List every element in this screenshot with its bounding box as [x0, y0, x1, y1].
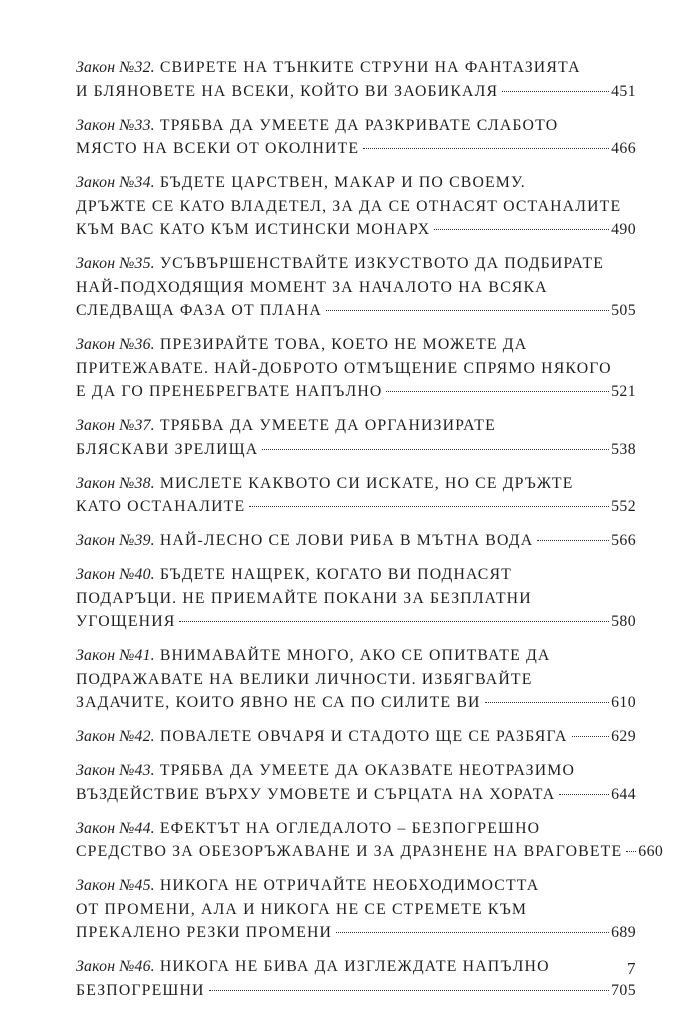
entry-title-line: [76, 414, 636, 438]
entry-title-text: УСЪВЪРШЕНСТВАЙТЕ ИЗКУСТВОТО ДА ПОДБИРАТЕ: [159, 255, 605, 272]
entry-last-line: [76, 438, 636, 462]
entry-title-text: ПРИТЕЖАВАТЕ. НАЙ-ДОБРОТО ОТМЪЩЕНИЕ СПРЯМО НЯКОГО: [76, 359, 612, 377]
entry-page-number: 705: [611, 981, 636, 999]
entry-title-line: [76, 171, 636, 195]
toc-entry[interactable]: [76, 644, 636, 715]
toc-entry[interactable]: [76, 529, 636, 553]
entry-page-number: 466: [611, 140, 636, 157]
entry-last-line: [76, 218, 636, 242]
law-number: Закон №38.: [76, 474, 155, 492]
entry-title-line: [76, 874, 636, 898]
entry-title-text: ПРЕКАЛЕНО РЕЗКИ ПРОМЕНИ: [76, 924, 333, 941]
entry-page-number: 689: [611, 924, 636, 941]
entry-title-text: СВИРЕТЕ НА ТЪНКИТЕ СТРУНИ НА ФАНТАЗИЯТА: [159, 59, 581, 76]
law-number: Закон №42.: [76, 728, 155, 745]
toc-entry[interactable]: [76, 759, 636, 806]
entry-last-line: [76, 979, 636, 1003]
entry-title-line: [76, 56, 636, 80]
entry-last-line: [76, 529, 636, 553]
dot-leader: [209, 990, 609, 991]
entry-title-text: ПОДАРЪЦИ. НЕ ПРИЕМАЙТЕ ПОКАНИ ЗА БЕЗПЛАТНИ: [76, 589, 532, 607]
entry-title-text: МИСЛЕТЕ КАКВОТО СИ ИСКАТЕ, НО СЕ ДРЪЖТЕ: [159, 474, 574, 492]
entry-title-text: ОТ ПРОМЕНИ, АЛА И НИКОГА НЕ СЕ СТРЕМЕТЕ КЪМ: [76, 900, 528, 918]
entry-title-text: НАЙ-ЛЕСНО СЕ ЛОВИ РИБА В МЪТНА ВОДА: [159, 532, 534, 549]
entry-title-text: ЗАДАЧИТЕ, КОИТО ЯВНО НЕ СА ПО СИЛИТЕ ВИ: [76, 694, 481, 711]
law-number: Закон №41.: [76, 647, 155, 664]
entry-title-text: ПОВАЛЕТЕ ОВЧАРЯ И СТАДОТО ЩЕ СЕ РАЗБЯГА: [159, 728, 568, 745]
law-number: Закон №36.: [76, 336, 155, 353]
entry-title-text: БЪДЕТЕ ЦАРСТВЕН, МАКАР И ПО СВОЕМУ.: [159, 174, 526, 191]
law-number: Закон №40.: [76, 566, 155, 583]
dot-leader: [386, 391, 609, 392]
law-number: Закон №37.: [76, 417, 155, 434]
law-number: Закон №35.: [76, 255, 155, 272]
entry-title-line: [76, 817, 636, 841]
law-number: Закон №34.: [76, 174, 155, 191]
dot-leader: [179, 621, 609, 622]
entry-title-text: ПРЕЗИРАЙТЕ ТОВА, КОЕТО НЕ МОЖЕТЕ ДА: [159, 336, 528, 353]
entry-page-number: 505: [611, 302, 636, 319]
entry-page-number: 451: [611, 82, 636, 100]
entry-title-text: Е ДА ГО ПРЕНЕБРЕГВАТЕ НАПЪЛНО: [76, 383, 383, 400]
entry-last-line: [76, 691, 636, 715]
toc-entry[interactable]: [76, 114, 636, 161]
entry-title-line: [76, 898, 636, 922]
entry-title-line: [76, 759, 636, 783]
entry-last-line: [76, 840, 664, 864]
entry-title-line: [76, 195, 636, 219]
entry-title-text: КЪМ ВАС КАТО КЪМ ИСТИНСКИ МОНАРХ: [76, 221, 431, 238]
entry-last-line: [76, 495, 636, 519]
entry-title-text: ТРЯБВА ДА УМЕЕТЕ ДА ОКАЗВАТЕ НЕОТРАЗИМО: [159, 762, 576, 779]
dot-leader: [485, 702, 610, 703]
entry-last-line: [76, 610, 636, 634]
entry-last-line: [76, 783, 636, 807]
entry-page-number: 629: [611, 728, 636, 745]
dot-leader: [363, 148, 609, 149]
entry-title-text: СРЕДСТВО ЗА ОБЕЗОРЪЖАВАНЕ И ЗА ДРАЗНЕНЕ НА ВРАГОВЕТЕ: [76, 843, 623, 860]
toc-entry[interactable]: [76, 725, 636, 749]
toc-entry[interactable]: [76, 252, 636, 323]
toc-entry[interactable]: [76, 874, 636, 945]
toc-entry[interactable]: [76, 817, 664, 864]
law-number: Закон №43.: [76, 762, 155, 779]
toc-entry[interactable]: [76, 333, 636, 404]
entry-title-line: [76, 472, 636, 496]
entry-last-line: [76, 80, 636, 104]
entry-last-line: [76, 137, 636, 161]
entry-page-number: 660: [638, 843, 664, 860]
entry-title-text: УГОЩЕНИЯ: [76, 613, 176, 630]
entry-title-line: [76, 252, 636, 276]
entry-last-line: [76, 380, 636, 404]
toc-entry[interactable]: [76, 472, 636, 519]
entry-page-number: 521: [611, 383, 636, 400]
dot-leader: [537, 540, 609, 541]
entry-title-text: НАЙ-ПОДХОДЯЩИЯ МОМЕНТ ЗА НАЧАЛОТО НА ВСЯКА: [76, 278, 548, 296]
entry-title-line: [76, 668, 636, 692]
entry-title-text: БЛЯСКАВИ ЗРЕЛИЩА: [76, 440, 259, 458]
law-number: Закон №39.: [76, 532, 155, 549]
entry-title-line: [76, 114, 636, 138]
dot-leader: [572, 736, 610, 737]
entry-title-line: [76, 333, 636, 357]
toc-entry[interactable]: [76, 955, 636, 1002]
entry-title-line: [76, 955, 636, 979]
dot-leader: [434, 229, 609, 230]
law-number: Закон №46.: [76, 958, 155, 975]
entry-page-number: 644: [611, 785, 636, 803]
entry-title-text: ВНИМАВАЙТЕ МНОГО, АКО СЕ ОПИТВАТЕ ДА: [159, 647, 551, 664]
dot-leader: [262, 449, 609, 450]
entry-title-line: [76, 644, 636, 668]
entry-page-number: 538: [611, 440, 636, 458]
dot-leader: [326, 310, 609, 311]
page-number: 7: [627, 959, 636, 978]
law-number: Закон №33.: [76, 116, 155, 134]
law-number: Закон №32.: [76, 59, 155, 76]
entry-title-text: И БЛЯНОВЕТЕ НА ВСЕКИ, КОЙТО ВИ ЗАОБИКАЛЯ: [76, 82, 499, 100]
entry-title-line: [76, 276, 636, 300]
entry-page-number: 580: [611, 613, 636, 630]
law-number: Закон №44.: [76, 819, 155, 837]
entry-title-text: ДРЪЖТЕ СЕ КАТО ВЛАДЕТЕЛ, ЗА ДА СЕ ОТНАСЯТ ОСТАНАЛИТЕ: [76, 197, 622, 215]
entry-title-text: ТРЯБВА ДА УМЕЕТЕ ДА ОРГАНИЗИРАТЕ: [159, 417, 496, 434]
entry-page-number: 566: [611, 532, 636, 549]
entry-title-line: [76, 587, 636, 611]
toc-entry[interactable]: [76, 414, 636, 461]
table-of-contents: [76, 56, 664, 1013]
entry-title-text: БЪДЕТЕ НАЩРЕК, КОГАТО ВИ ПОДНАСЯТ: [159, 566, 512, 583]
entry-title-text: БЕЗПОГРЕШНИ: [76, 981, 205, 999]
dot-leader: [626, 851, 636, 852]
entry-title-line: [76, 563, 636, 587]
entry-page-number: 552: [611, 498, 636, 515]
dot-leader: [336, 932, 609, 933]
entry-last-line: [76, 299, 636, 323]
entry-title-text: ЕФЕКТЪТ НА ОГЛЕДАЛОТО – БЕЗПОГРЕШНО: [159, 819, 541, 837]
entry-title-text: ВЪЗДЕЙСТВИЕ ВЪРХУ УМОВЕТЕ И СЪРЦАТА НА ХОРАТА: [76, 785, 556, 803]
entry-last-line: [76, 921, 636, 945]
entry-title-text: КАТО ОСТАНАЛИТЕ: [76, 498, 246, 515]
entry-title-text: СЛЕДВАЩА ФАЗА ОТ ПЛАНА: [76, 302, 322, 319]
entry-page-number: 610: [611, 694, 636, 711]
toc-entry[interactable]: [76, 171, 636, 242]
dot-leader: [249, 506, 609, 507]
entry-title-text: ТРЯБВА ДА УМЕЕТЕ ДА РАЗКРИВАТЕ СЛАБОТО: [159, 116, 559, 134]
law-number: Закон №45.: [76, 877, 155, 894]
entry-title-line: [76, 357, 636, 381]
toc-entry[interactable]: [76, 56, 636, 103]
dot-leader: [559, 794, 609, 795]
entry-last-line: [76, 725, 636, 749]
entry-title-text: ПОДРАЖАВАТЕ НА ВЕЛИКИ ЛИЧНОСТИ. ИЗБЯГВАЙТЕ: [76, 670, 533, 688]
entry-title-text: МЯСТО НА ВСЕКИ ОТ ОКОЛНИТЕ: [76, 140, 360, 157]
toc-entry[interactable]: [76, 563, 636, 634]
entry-title-text: НИКОГА НЕ ОТРИЧАЙТЕ НЕОБХОДИМОСТТА: [159, 877, 540, 894]
dot-leader: [502, 91, 609, 92]
entry-page-number: 490: [611, 221, 636, 238]
entry-title-text: НИКОГА НЕ БИВА ДА ИЗГЛЕЖДАТЕ НАПЪЛНО: [159, 958, 550, 975]
